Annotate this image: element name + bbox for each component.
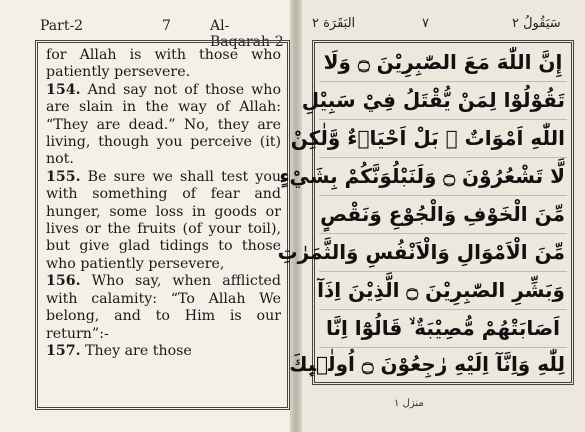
verse-text: Who say, when afflicted with calamity: “To Allah We belong, and to Him is our return”:- bbox=[46, 273, 281, 342]
part-label: Part-2 bbox=[40, 18, 84, 34]
verse-text: Be sure we shall test you with something of fear and hunger, some loss in goods or lives or the fruits (of your toil), but give glad tidings to those who patiently persevere, bbox=[46, 168, 281, 272]
verse-number: 156. bbox=[46, 273, 81, 290]
arabic-line: اَصَابَتْهُمْ مُّصِيْبَةٌ ۙ قَالُوْٓا اِنَّا bbox=[325, 316, 561, 340]
surah-header-arabic: البَقَرَة ٢ bbox=[312, 16, 356, 31]
arabic-frame bbox=[277, 40, 574, 385]
verse-paragraph bbox=[46, 169, 281, 273]
verse-paragraph bbox=[46, 82, 281, 169]
translation-frame bbox=[35, 40, 290, 410]
arabic-line: إِنَّ اللّٰهَ مَعَ الصّٰبِرِيْنَ ۝ وَلَا bbox=[323, 50, 563, 74]
verse-paragraph bbox=[46, 47, 281, 82]
right-page bbox=[277, 0, 585, 432]
manzil-footer: منزل ١ bbox=[394, 398, 424, 409]
surah-title: Al-Baqarah-2 bbox=[210, 18, 284, 50]
arabic-line: لَّا تَشْعُرُوْنَ ۝ وَلَنَبْلُوَنَّكُمْ بِشَيْءٍ bbox=[279, 164, 565, 188]
juz-header-arabic: سَيَقُولُ ٢ bbox=[512, 16, 561, 31]
verse-text: for Allah is with those who patiently persevere. bbox=[46, 47, 281, 81]
page-number: 7 bbox=[162, 18, 171, 34]
arabic-line: اللّٰهِ اَمْوَاتٌ ۭ بَلْ اَحْيَاۗءٌ وَّلٰكِنْ bbox=[290, 126, 565, 150]
translation-text bbox=[46, 47, 281, 360]
arabic-line: تَقُوْلُوْا لِمَنْ يُّقْتَلُ فِيْ سَبِيْلِ bbox=[301, 88, 565, 112]
verse-text: And say not of those who are slain in the way of Allah: “They are dead.” No, they are living, though you perceive (it) not. bbox=[46, 81, 281, 168]
arabic-line: لِلّٰهِ وَاِنَّآ اِلَيْهِ رٰجِعُوْنَ ۝ اُولٰۗىِٕكَ bbox=[289, 352, 565, 376]
page-number-arabic: ٧ bbox=[422, 16, 429, 31]
verse-text: They are those bbox=[80, 342, 192, 359]
arabic-line: مِّنَ الْاَمْوَالِ وَالْاَنْفُسِ وَالثَّمَرٰتِ bbox=[277, 240, 565, 264]
left-page bbox=[0, 0, 290, 432]
verse-number: 155. bbox=[46, 168, 81, 185]
verse-number: 154. bbox=[46, 81, 81, 98]
verse-number: 157. bbox=[46, 342, 81, 359]
arabic-line: وَبَشِّرِ الصّٰبِرِيْنَ ۝ الَّذِيْنَ اِذَآ bbox=[317, 278, 565, 302]
verse-paragraph bbox=[46, 343, 281, 360]
verse-paragraph bbox=[46, 273, 281, 343]
arabic-line: مِّنَ الْخَوْفِ وَالْجُوْعِ وَنَقْصٍ bbox=[320, 202, 565, 226]
